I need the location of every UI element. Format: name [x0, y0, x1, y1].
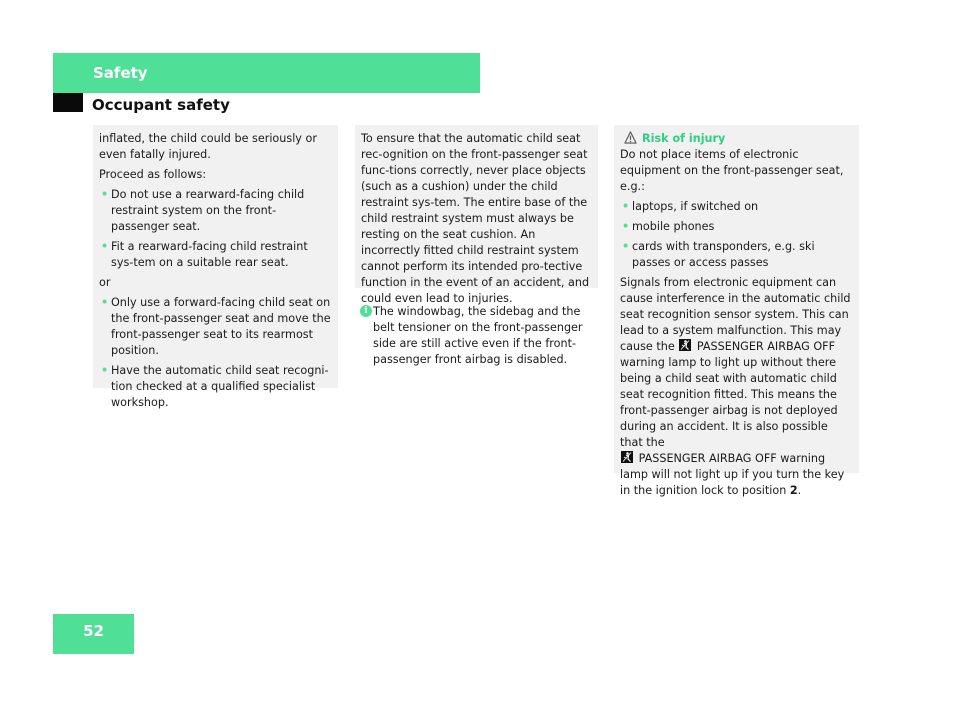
airbag-off-icon [621, 451, 633, 463]
col1-intro: inflated, the child could be seriously or even fatally injured. [99, 132, 317, 161]
col1-bullet-list-b [99, 295, 332, 411]
list-item: • Do not use a rearward-facing child restraint system on the front-passenger seat. [101, 188, 305, 233]
page-subtitle: Occupant safety [92, 96, 230, 114]
bullet-icon: • [101, 240, 109, 253]
warning-triangle-icon [624, 131, 637, 144]
info-note-text: The windowbag, the sidebag and the belt tensioner on the front-passenger side are still active even if the front-passenger front airbag is disabled. [373, 305, 583, 366]
column-1-panel [93, 125, 338, 409]
col3-bullet-list [620, 199, 853, 271]
page-number: 52 [53, 614, 134, 654]
bullet-icon: • [622, 200, 630, 213]
list-item: • Only use a forward-facing child seat on the front-passenger seat and move the front-passenger seat to its rearmost position. [101, 296, 331, 357]
list-item: • Fit a rearward-facing child restraint sys-tem on a suitable rear seat. [101, 240, 308, 269]
info-note [355, 304, 600, 368]
info-icon: i [360, 305, 372, 317]
header-tab-marker [53, 93, 83, 112]
column-2-panel [355, 125, 598, 305]
list-item: • cards with transponders, e.g. ski passes or access passes [622, 240, 815, 269]
bullet-icon: • [622, 220, 630, 233]
warning-heading [620, 131, 853, 147]
col3-signals-paragraph: Signals from electronic equipment can cause interference in the automatic child seat recognition sensor system. This can lead to a system malfunction. This may cause the PASSENGER AIRBAG OFF warning lamp to light up without there being a child seat with automatic child seat recognition fitted. This means the front-passenger airbag is not deployed during an accident. It is also possible that the PASSENGER AIRBAG OFF warning lamp will not light up if you turn the key in the ignition lock to position 2. [620, 276, 851, 497]
col1-or: or [99, 276, 111, 289]
airbag-off-icon [679, 339, 691, 351]
bullet-icon: • [101, 188, 109, 201]
section-header [53, 53, 480, 93]
list-item: • Have the automatic child seat recogni-tion checked at a qualified specialist workshop. [101, 364, 329, 409]
list-item: • mobile phones [622, 220, 715, 233]
col1-proceed: Proceed as follows: [99, 168, 207, 181]
bullet-icon: • [101, 296, 109, 309]
warning-title: Risk of injury [642, 132, 726, 145]
col3-intro: Do not place items of electronic equipment on the front-passenger seat, e.g.: [620, 148, 844, 193]
bullet-icon: • [101, 364, 109, 377]
col2-body: To ensure that the automatic child seat rec-ognition on the front-passenger seat func-tions correctly, never place objects (such as a cushion) under the child restraint sys-tem. The entire base of the child restraint system must always be resting on the seat cushion. An incorrectly fitted child restraint system cannot perform its intended pro-tective function in the event of an accident, and could even lead to injuries. [361, 132, 590, 305]
column-3-panel [614, 125, 859, 497]
section-title: Safety [93, 64, 148, 82]
list-item: • laptops, if switched on [622, 200, 759, 213]
col1-bullet-list-a [99, 187, 332, 271]
bullet-icon: • [622, 240, 630, 253]
